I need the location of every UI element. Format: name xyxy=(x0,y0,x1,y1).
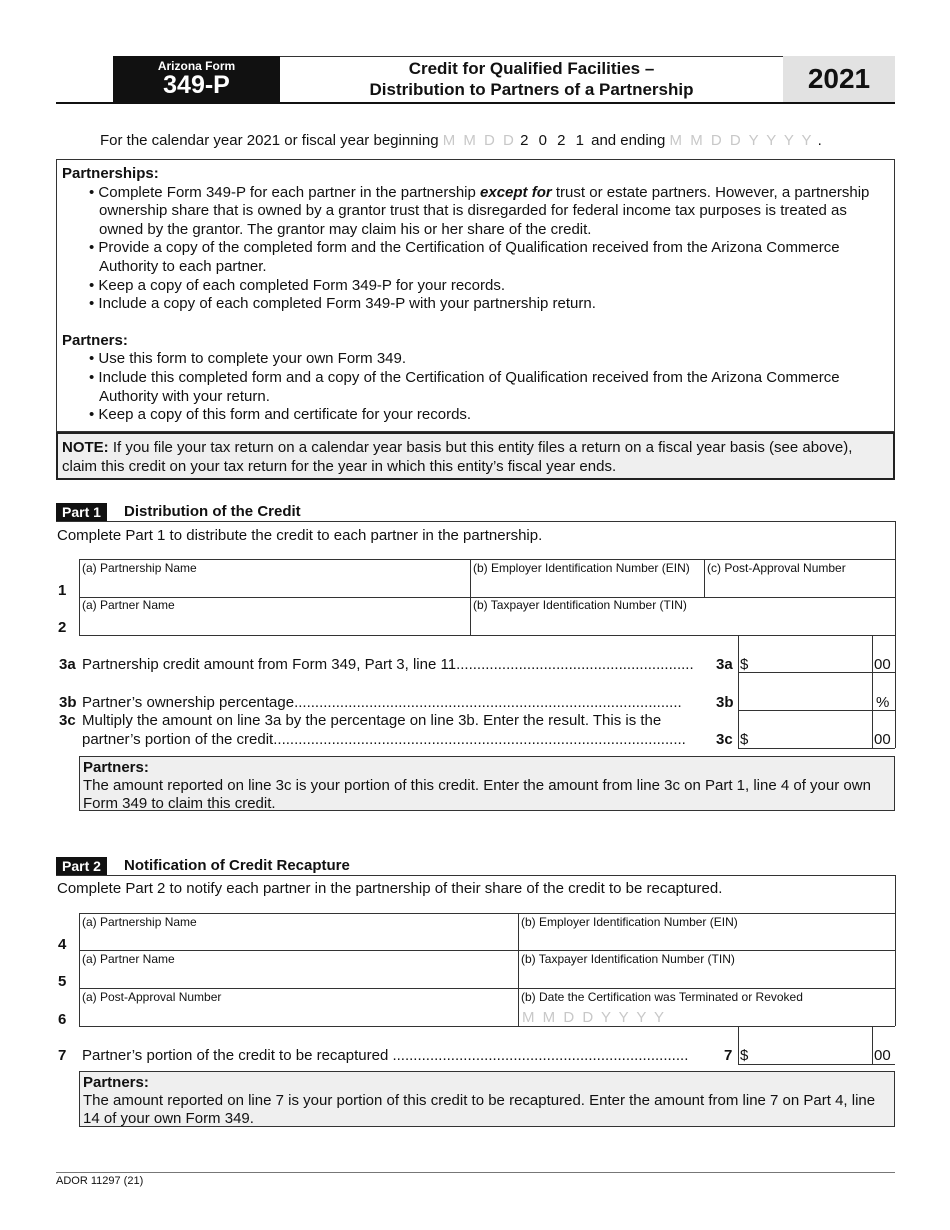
part2-partners-text: The amount reported on line 7 is your portion of this credit to be recaptured. Enter the amount from line 7 on Part 4, line 14 of your own Form 349. xyxy=(83,1092,876,1127)
line3b-percent-input[interactable] xyxy=(740,676,870,708)
except-for-emphasis: except for xyxy=(480,183,552,201)
line3c-cents: 00 xyxy=(874,731,891,748)
line3a-cents: 00 xyxy=(874,656,891,673)
line3b-unit: % xyxy=(876,694,890,711)
line4b-label: (b) Employer Identification Number (EIN) xyxy=(521,915,738,929)
line4-number: 4 xyxy=(58,936,67,953)
line3c-amount-input[interactable] xyxy=(750,714,870,746)
line3a-number: 3a xyxy=(59,656,76,673)
termination-date-mask[interactable]: M M D D Y Y Y Y xyxy=(522,1009,666,1026)
line2b-label: (b) Taxpayer Identification Number (TIN) xyxy=(473,598,687,612)
tax-year-prefix: For the calendar year 2021 or fiscal year beginning xyxy=(100,132,439,149)
form-number-box xyxy=(113,56,280,102)
part1-partners-box xyxy=(79,756,895,811)
part2-partnership-name-input[interactable] xyxy=(80,929,517,949)
partnerships-bullet-2: • Provide a copy of the completed form and the Certification of Qualification received from the Arizona Commerce Authority to each partner. xyxy=(89,239,840,275)
part1-partners-heading: Partners: xyxy=(83,759,149,776)
note-label: NOTE: xyxy=(62,439,109,456)
partners-bullet-1: • Use this form to complete your own Form 349. xyxy=(89,350,407,368)
partners-bullet-3: • Keep a copy of this form and certificate for your records. xyxy=(89,406,472,424)
line3c-text2: partner’s portion of the credit................................................................................................... xyxy=(82,731,686,748)
part2-title: Notification of Credit Recapture xyxy=(124,857,350,874)
line3a-ref: 3a xyxy=(716,656,733,673)
line1b-label: (b) Employer Identification Number (EIN) xyxy=(473,561,690,575)
line3a-currency: $ xyxy=(740,656,749,673)
tax-year-suffix: . xyxy=(817,132,822,149)
part1-intro: Complete Part 1 to distribute the credit to each partner in the partnership. xyxy=(57,527,543,544)
partners-bullet-2: • Include this completed form and a copy of the Certification of Qualification received from the Arizona Commerce Authority with your return. xyxy=(89,368,840,405)
part2-partner-tin-input[interactable] xyxy=(519,966,894,987)
begin-date-mask[interactable]: M M D D xyxy=(442,132,516,149)
tax-year-line xyxy=(100,132,822,149)
form-year: 2021 xyxy=(783,56,895,102)
line7-cents: 00 xyxy=(874,1047,891,1064)
form-title-line2: Distribution to Partners of a Partnership xyxy=(369,80,694,99)
line6a-label: (a) Post-Approval Number xyxy=(82,990,222,1004)
line7-currency: $ xyxy=(740,1047,749,1064)
line7-text: Partner’s portion of the credit to be recaptured ....................................................................... xyxy=(82,1047,689,1064)
line2a-label: (a) Partner Name xyxy=(82,598,175,612)
partnerships-bullet-3: • Keep a copy of each completed Form 349-P for your records. xyxy=(89,276,506,294)
note-text: If you file your tax return on a calendar year basis but this entity files a return on a fiscal year basis (see above), claim this credit on your tax return for the year in which this entity’s fiscal year ends. xyxy=(62,439,853,475)
line2-number: 2 xyxy=(58,619,67,636)
partner-name-input[interactable] xyxy=(80,612,469,634)
part2-partner-name-input[interactable] xyxy=(80,966,517,987)
partnership-ein-input[interactable] xyxy=(471,575,703,596)
part1-title: Distribution of the Credit xyxy=(124,503,301,520)
partners-heading: Partners: xyxy=(62,331,128,349)
post-approval-number-input[interactable] xyxy=(705,575,894,596)
line5b-label: (b) Taxpayer Identification Number (TIN) xyxy=(521,952,735,966)
partnership-name-input[interactable] xyxy=(80,575,469,596)
partner-tin-input[interactable] xyxy=(471,612,894,634)
line3b-number: 3b xyxy=(59,694,77,711)
end-date-mask[interactable]: M M D D Y Y Y Y xyxy=(669,132,814,149)
part2-post-approval-input[interactable] xyxy=(80,1004,517,1025)
partnerships-heading: Partnerships: xyxy=(62,165,159,182)
line7-ref: 7 xyxy=(724,1047,733,1064)
part2-tag: Part 2 xyxy=(56,857,107,875)
part2-partners-box xyxy=(79,1071,895,1127)
line6b-label: (b) Date the Certification was Terminated or Revoked xyxy=(521,990,803,1004)
line1-number: 1 xyxy=(58,582,67,599)
part1-partners-text: The amount reported on line 3c is your portion of this credit. Enter the amount from line 3c on Part 1, line 4 of your own Form 349 to claim this credit. xyxy=(83,777,871,812)
line3c-number: 3c xyxy=(59,712,76,729)
form-number: 349-P xyxy=(163,71,230,99)
tax-year-middle: and ending xyxy=(591,132,666,149)
line6-number: 6 xyxy=(58,1011,67,1028)
line5a-label: (a) Partner Name xyxy=(82,952,175,966)
line7-amount-input[interactable] xyxy=(750,1030,870,1062)
instructions-box xyxy=(56,159,895,432)
part1-tag: Part 1 xyxy=(56,503,107,521)
form-label: Arizona Form xyxy=(157,59,236,73)
line1c-label: (c) Post-Approval Number xyxy=(707,561,846,575)
line3b-text: Partner’s ownership percentage............................................................................................. xyxy=(82,694,682,711)
part2-partnership-ein-input[interactable] xyxy=(519,929,894,949)
line4a-label: (a) Partnership Name xyxy=(82,915,197,929)
line3a-amount-input[interactable] xyxy=(750,640,870,670)
part2-intro: Complete Part 2 to notify each partner in the partnership of their share of the credit to be recaptured. xyxy=(57,880,723,897)
line3c-currency: $ xyxy=(740,731,749,748)
line7-number: 7 xyxy=(58,1047,67,1064)
form-title-line1: Credit for Qualified Facilities – xyxy=(408,59,655,78)
footer-form-id: ADOR 11297 (21) xyxy=(56,1175,144,1187)
line3a-text: Partnership credit amount from Form 349, Part 3, line 11......................................................... xyxy=(82,656,694,673)
part2-partners-heading: Partners: xyxy=(83,1074,149,1091)
line3b-ref: 3b xyxy=(716,694,734,711)
begin-year-value[interactable]: 2 0 2 1 xyxy=(520,132,587,149)
partnerships-bullet-1: • Complete Form 349-P for each partner in the partnership except for trust or estate partners. However, a partnership ownership share that is owned by a grantor trust that is disregarded for federal income tax purposes is treated as owned by the grantor. The grantor may claim his or her share of the credit. xyxy=(89,183,870,238)
line3c-text1: Multiply the amount on line 3a by the percentage on line 3b. Enter the result. This is the xyxy=(82,712,662,729)
form-title xyxy=(280,56,783,102)
note-box xyxy=(56,432,895,480)
line3c-ref: 3c xyxy=(716,731,733,748)
line1a-label: (a) Partnership Name xyxy=(82,561,197,575)
partnerships-bullet-4: • Include a copy of each completed Form 349-P with your partnership return. xyxy=(89,295,596,313)
line5-number: 5 xyxy=(58,973,67,990)
